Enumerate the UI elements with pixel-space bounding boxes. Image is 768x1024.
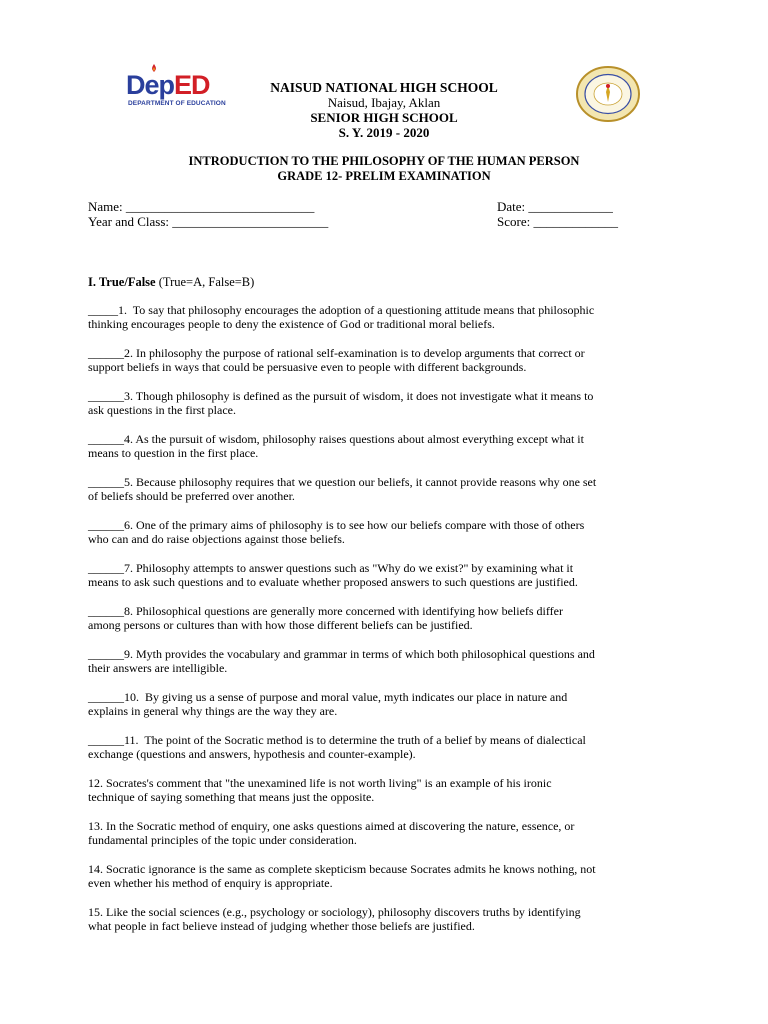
question-item xyxy=(88,604,688,632)
question-text: thinking encourages people to deny the existence of God or traditional moral beliefs. xyxy=(88,317,495,331)
question-item xyxy=(88,389,688,417)
question-prefix: 15. xyxy=(88,905,106,919)
school-name: NAISUD NATIONAL HIGH SCHOOL xyxy=(270,80,498,95)
question-item xyxy=(88,690,688,718)
question-prefix[interactable]: ______10. xyxy=(88,690,145,704)
question-text: ask questions in the first place. xyxy=(88,403,236,417)
question-text: even whether his method of enquiry is appropriate. xyxy=(88,876,333,890)
question-text: technique of saying something that means just the opposite. xyxy=(88,790,375,804)
question-text: Myth provides the vocabulary and grammar in terms of which both philosophical questions and xyxy=(136,647,595,661)
question-text: means to question in the first place. xyxy=(88,446,259,460)
question-prefix[interactable]: ______8. xyxy=(88,604,136,618)
question-text: exchange (questions and answers, hypothesis and counter-example). xyxy=(88,747,416,761)
question-text: of beliefs should be preferred over another. xyxy=(88,489,295,503)
question-text: To say that philosophy encourages the adoption of a questioning attitude means that philosophic xyxy=(132,303,595,317)
score-field[interactable]: Score: _____________ xyxy=(497,214,618,229)
question-text: Like the social sciences (e.g., psychology or sociology), philosophy discovers truths by identifying xyxy=(106,905,581,919)
exam-grade-line: GRADE 12- PRELIM EXAMINATION xyxy=(277,169,491,183)
question-text: fundamental principles of the topic under consideration. xyxy=(88,833,357,847)
question-text: means to ask such questions and to evaluate whether proposed answers to such questions are justified. xyxy=(88,575,578,589)
question-prefix[interactable]: ______11. xyxy=(88,733,145,747)
question-text: As the pursuit of wisdom, philosophy raises questions about almost everything except what it xyxy=(135,432,584,446)
question-item xyxy=(88,862,688,890)
question-item xyxy=(88,733,688,761)
question-text: Socratic ignorance is the same as complete skepticism because Socrates admits he knows nothing, not xyxy=(106,862,596,876)
question-prefix[interactable]: ______6. xyxy=(88,518,136,532)
section-instruction: (True=A, False=B) xyxy=(155,275,255,289)
question-text: who can and do raise objections against those beliefs. xyxy=(88,532,345,546)
school-year: S. Y. 2019 - 2020 xyxy=(338,125,430,140)
date-field[interactable]: Date: _____________ xyxy=(497,199,613,214)
question-text: The point of the Socratic method is to determine the truth of a belief by means of dialectical xyxy=(144,733,586,747)
question-item xyxy=(88,647,688,675)
name-field[interactable]: Name: _____________________________ xyxy=(88,199,315,214)
question-prefix: 12. xyxy=(88,776,106,790)
question-item xyxy=(88,303,688,331)
question-item xyxy=(88,475,688,503)
question-text: Though philosophy is defined as the pursuit of wisdom, it does not investigate what it means to xyxy=(135,389,594,403)
question-prefix[interactable]: ______2. xyxy=(88,346,136,360)
question-text: Because philosophy requires that we question our beliefs, it cannot provide reasons why one set xyxy=(136,475,597,489)
question-text: In philosophy the purpose of rational self-examination is to develop arguments that correct or xyxy=(136,346,585,360)
question-prefix[interactable]: ______3. xyxy=(88,389,136,403)
question-text: One of the primary aims of philosophy is to see how our beliefs compare with those of others xyxy=(136,518,585,532)
question-prefix[interactable]: ______5. xyxy=(88,475,136,489)
question-text: By giving us a sense of purpose and moral value, myth indicates our place in nature and xyxy=(145,690,568,704)
question-prefix[interactable]: _____1. xyxy=(88,303,133,317)
exam-subject: INTRODUCTION TO THE PHILOSOPHY OF THE HUMAN PERSON xyxy=(188,154,580,168)
question-prefix[interactable]: ______4. xyxy=(88,432,136,446)
question-text: explains in general why things are the way they are. xyxy=(88,704,338,718)
year-class-field[interactable]: Year and Class: ________________________ xyxy=(88,214,329,229)
school-address: Naisud, Ibajay, Aklan xyxy=(327,95,441,110)
question-item xyxy=(88,819,688,847)
school-level: SENIOR HIGH SCHOOL xyxy=(310,110,458,125)
section-heading xyxy=(88,275,254,290)
question-text: among persons or cultures than with how those different beliefs can be justified. xyxy=(88,618,473,632)
question-item xyxy=(88,432,688,460)
question-item xyxy=(88,346,688,374)
deped-wordmark: DepED xyxy=(126,70,210,100)
question-text: In the Socratic method of enquiry, one asks questions aimed at discovering the nature, essence, or xyxy=(106,819,575,833)
question-text: what people in fact believe instead of judging whether those beliefs are justified. xyxy=(88,919,475,933)
section-title: I. True/False xyxy=(88,275,156,289)
question-text: Philosophical questions are generally more concerned with identifying how beliefs differ xyxy=(136,604,563,618)
question-prefix: 14. xyxy=(88,862,106,876)
question-prefix: 13. xyxy=(88,819,106,833)
question-prefix[interactable]: ______9. xyxy=(88,647,136,661)
question-item xyxy=(88,905,688,933)
question-prefix[interactable]: ______7. xyxy=(88,561,136,575)
question-text: Philosophy attempts to answer questions such as "Why do we exist?" by examining what it xyxy=(136,561,574,575)
question-text: Socrates's comment that "the unexamined life is not worth living" is an example of his ironic xyxy=(106,776,552,790)
question-text: their answers are intelligible. xyxy=(88,661,228,675)
question-text: support beliefs in ways that could be persuasive even to people with different backgrounds. xyxy=(88,360,527,374)
question-item xyxy=(88,776,688,804)
deped-subtitle: DEPARTMENT OF EDUCATION xyxy=(128,100,226,107)
question-item xyxy=(88,518,688,546)
question-item xyxy=(88,561,688,589)
